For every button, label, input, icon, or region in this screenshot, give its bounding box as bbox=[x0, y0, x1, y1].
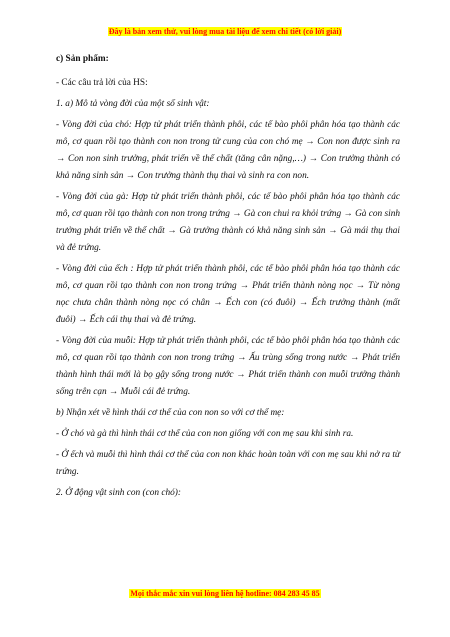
dog-life-cycle: - Vòng đời của chó: Hợp tử phát triển thành phôi, các tế bào phôi phân hóa tạo thành các mô, cơ quan rồi tạo thành con non trong tử cung của con chó mẹ → Con non được sinh ra → Con non sinh trưởng, phát triển về thể chất (tăng cân nặng,…) → Con trưởng thành có khả năng sinh sản → Con trưởng thành thụ thai và sinh ra con non. bbox=[56, 120, 400, 181]
question-1a: 1. a) Mô tả vòng đời của một số sinh vật: bbox=[56, 99, 210, 109]
hotline-text: Mọi thắc mắc xin vui lòng liên hệ hotline: 084 283 45 85 bbox=[130, 589, 320, 598]
question-1b: b) Nhận xét về hình thái cơ thể của con non so với cơ thể mẹ: bbox=[56, 408, 285, 418]
chicken-life-cycle: - Vòng đời của gà: Hợp tử phát triển thành phôi, các tế bào phôi phân hóa tạo thành các mô, cơ quan rồi tạo thành con non trong trứng → Gà con chui ra khỏi trứng → Gà con sinh trưởng phát triển về thể chất → Gà trưởng thành có khả năng sinh sản → Gà mái thụ thai và đẻ trứng. bbox=[56, 192, 401, 253]
question-2: 2. Ở động vật sinh con (con chó): bbox=[56, 488, 181, 498]
preview-notice-text: Đây là bản xem thử, vui lòng mua tài liệu để xem chi tiết (có lời giải) bbox=[108, 27, 342, 36]
frog-life-cycle: - Vòng đời của ếch : Hợp tử phát triển thành phôi, các tế bào phôi phân hóa tạo thành các mô, cơ quan rồi tạo thành con non trong trứng → Phát triển thành nòng nọc → Từ nòng nọc chưa chân thành nòng nọc có chân → Ếch con (có đuôi) → Ếch trưởng thành (mất đuôi) → Ếch cái thụ thai và đẻ trứng. bbox=[56, 264, 400, 325]
answers-intro: - Các câu trả lời của HS: bbox=[56, 78, 148, 88]
observation-frog-mosquito: - Ở ếch và muỗi thì hình thái cơ thể của con non khác hoàn toàn với con mẹ sau khi nở ra từ trứng. bbox=[56, 450, 400, 477]
hotline-banner bbox=[0, 589, 450, 599]
observation-dog-chicken: - Ở chó và gà thì hình thái cơ thể của con non giống với con mẹ sau khi sinh ra. bbox=[56, 429, 354, 439]
section-heading: c) Sản phẩm: bbox=[56, 54, 109, 64]
document-body bbox=[56, 51, 400, 506]
preview-notice-banner bbox=[0, 27, 450, 37]
mosquito-life-cycle: - Vòng đời của muỗi: Hợp tử phát triển thành phôi, các tế bào phôi phân hóa tạo thành các mô, cơ quan rồi tạo thành con non trong trứng → Ấu trùng sống trong nước → Phát triển thành hình thái mới là bọ gậy sống trong nước → Phát triển thành con muỗi trưởng thành sống trên cạn → Muỗi cái đẻ trứng. bbox=[56, 336, 400, 397]
